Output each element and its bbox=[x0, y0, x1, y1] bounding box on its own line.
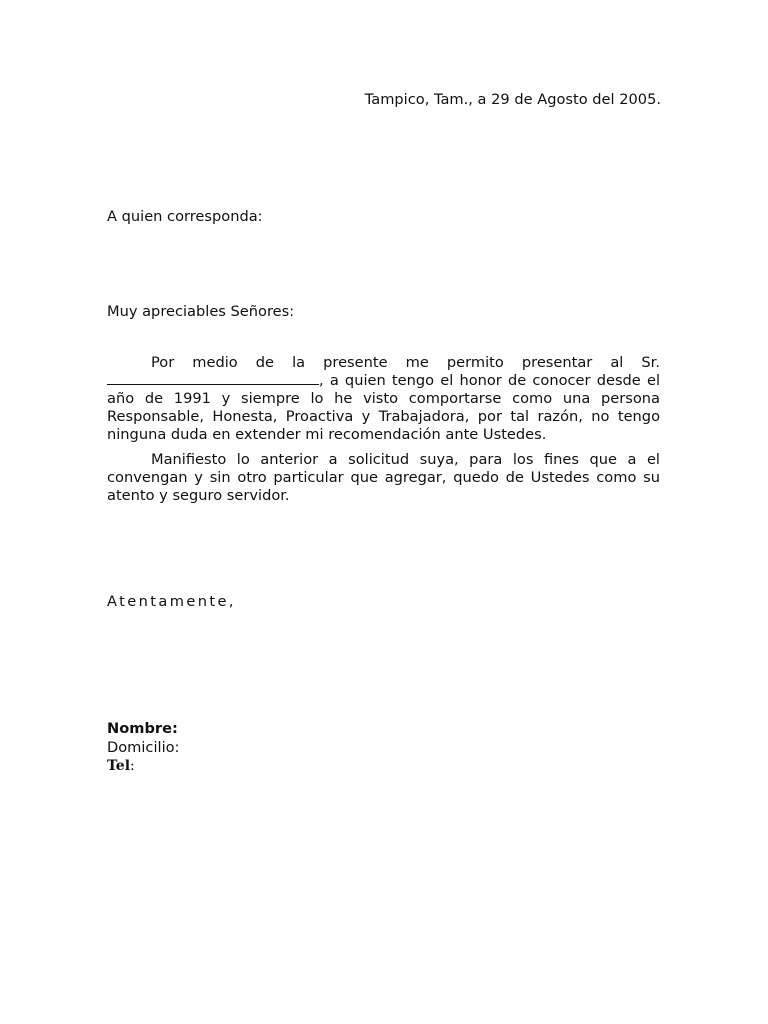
salutation: A quien corresponda: bbox=[107, 208, 263, 225]
paragraph-1-intro: Por medio de la presente me permito presentar al Sr. bbox=[151, 354, 660, 371]
address-label: Domicilio: bbox=[107, 739, 180, 756]
letter-body bbox=[107, 354, 660, 512]
letter-date: Tampico, Tam., a 29 de Agosto del 2005. bbox=[364, 91, 661, 108]
phone-label bbox=[107, 757, 179, 776]
signature-block bbox=[107, 719, 179, 776]
paragraph-2: Manifiesto lo anterior a solicitud suya, para los fines que a el convengan y sin otro particular que agregar, quedo de Ustedes como su atento y seguro servidor. bbox=[107, 451, 660, 504]
phone-label-text: Tel bbox=[107, 758, 131, 774]
name-blank-line bbox=[107, 372, 319, 385]
phone-label-colon: : bbox=[130, 758, 135, 774]
greeting: Muy apreciables Señores: bbox=[107, 303, 295, 320]
closing: Atentamente, bbox=[107, 593, 236, 610]
paragraph-1-rest: , a quien tengo el honor de conocer desde el año de 1991 y siempre lo he visto comportarse como una persona Responsable, Honesta, Proactiva y Trabajadora, por tal razón, no tengo ninguna duda en extender mi recomendación ante Ustedes. bbox=[107, 372, 660, 443]
name-label: Nombre: bbox=[107, 720, 178, 737]
paragraph-1 bbox=[107, 354, 660, 444]
